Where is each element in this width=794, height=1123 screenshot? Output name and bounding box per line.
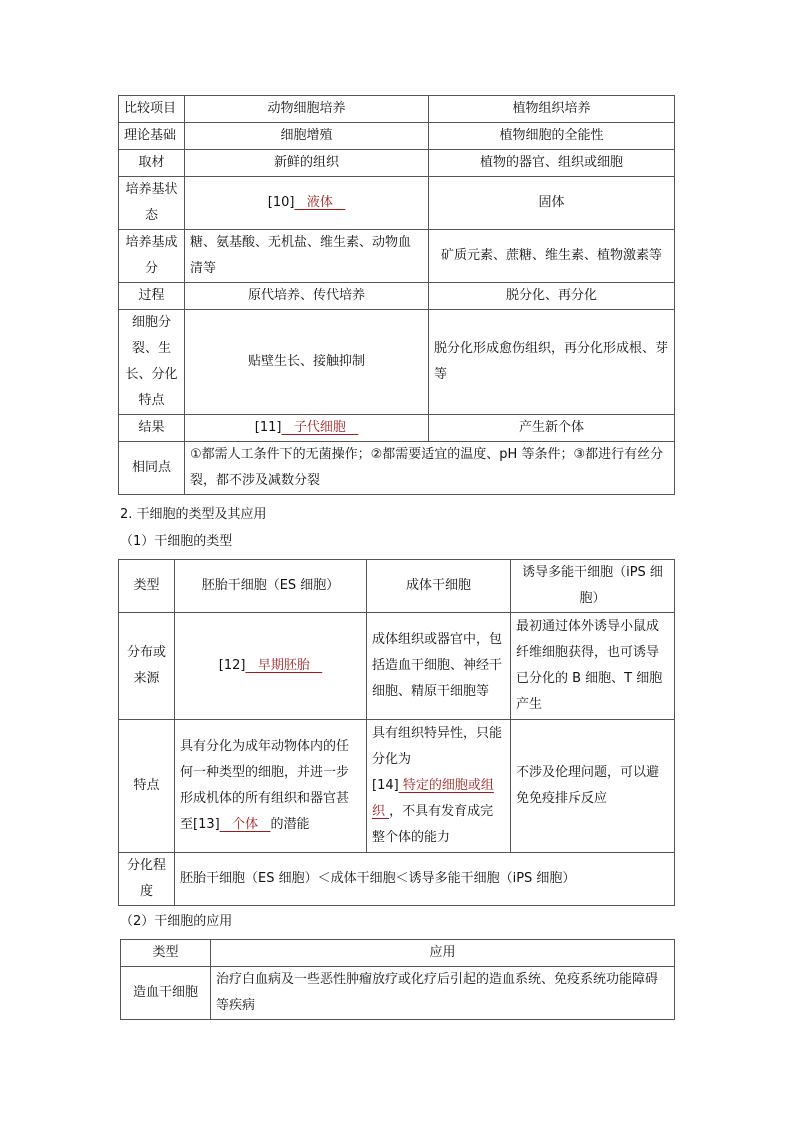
plant-cell: 产生新个体	[429, 415, 675, 442]
animal-cell: 原代培养、传代培养	[185, 283, 429, 310]
row-label: 细胞分裂、生长、分化特点	[119, 310, 185, 415]
row-label: 结果	[119, 415, 185, 442]
table-row	[119, 613, 675, 720]
row-label: 分布或来源	[119, 613, 175, 720]
table-row	[119, 853, 675, 906]
text-part: 的潜能	[270, 817, 310, 832]
blank-number: [11]	[254, 420, 282, 435]
subsection-title: （1）干细胞的类型	[120, 534, 233, 549]
answer-blank: 个体	[219, 817, 271, 832]
plant-cell: 固体	[429, 177, 675, 230]
table-row	[119, 283, 675, 310]
answer-blank: 子代细胞	[281, 420, 359, 435]
merged-cell: ①都需人工条件下的无菌操作；②都需要适宜的温度、pH 等条件；③都进行有丝分裂，都不涉及减数分裂	[185, 442, 675, 495]
header-cell: 诱导多能干细胞（iPS 细胞）	[511, 560, 675, 613]
plant-cell: 脱分化形成愈伤组织，再分化形成根、芽等	[429, 310, 675, 415]
adult-cell: 成体组织或器官中，包括造血干细胞、神经干细胞、精原干细胞等	[367, 613, 511, 720]
blank-number: [12]	[218, 658, 246, 673]
animal-cell: 细胞增殖	[185, 123, 429, 150]
row-label: 特点	[119, 720, 175, 853]
animal-cell: 贴壁生长、接触抑制	[185, 310, 429, 415]
row-label: 理论基础	[119, 123, 185, 150]
es-cell	[175, 613, 367, 720]
plant-cell: 植物的器官、组织或细胞	[429, 150, 675, 177]
stem-cell-application-table	[120, 939, 675, 1020]
text-part: 具有组织特异性，只能分化为	[372, 726, 503, 767]
table-row	[119, 123, 675, 150]
merged-cell: 胚胎干细胞（ES 细胞）＜成体干细胞＜诱导多能干细胞（iPS 细胞）	[175, 853, 675, 906]
table-header-row	[119, 96, 675, 123]
header-cell: 比较项目	[119, 96, 185, 123]
application-cell: 治疗白血病及一些恶性肿瘤放疗或化疗后引起的造血系统、免疫系统功能障碍等疾病	[211, 967, 675, 1020]
section-title: 2. 干细胞的类型及其应用	[120, 507, 267, 522]
table-header-row	[121, 940, 675, 967]
header-cell: 成体干细胞	[367, 560, 511, 613]
table-row	[119, 442, 675, 495]
header-cell: 植物组织培养	[429, 96, 675, 123]
text-part: ，不具有发育成完整个体的能力	[372, 804, 494, 845]
header-cell: 应用	[211, 940, 675, 967]
table-row	[119, 310, 675, 415]
adult-cell	[367, 720, 511, 853]
table-header-row	[119, 560, 675, 613]
header-cell: 类型	[121, 940, 211, 967]
table-row	[121, 967, 675, 1020]
animal-cell: 糖、氨基酸、无机盐、维生素、动物血清等	[185, 230, 429, 283]
header-cell: 动物细胞培养	[185, 96, 429, 123]
plant-cell: 脱分化、再分化	[429, 283, 675, 310]
blank-number: [14]	[372, 778, 399, 793]
row-label: 培养基状态	[119, 177, 185, 230]
table-row	[119, 177, 675, 230]
plant-cell: 植物细胞的全能性	[429, 123, 675, 150]
answer-blank: 早期胚胎	[245, 658, 323, 673]
row-label: 取材	[119, 150, 185, 177]
row-label: 分化程度	[119, 853, 175, 906]
ips-cell: 最初通过体外诱导小鼠成纤维细胞获得，也可诱导已分化的 B 细胞、T 细胞产生	[511, 613, 675, 720]
animal-cell: 新鲜的组织	[185, 150, 429, 177]
answer-blank: 液体	[294, 195, 346, 210]
row-label: 过程	[119, 283, 185, 310]
blank-number: [13]	[193, 817, 220, 832]
subsection-title: （2）干细胞的应用	[120, 914, 233, 929]
row-label: 造血干细胞	[121, 967, 211, 1020]
animal-cell	[185, 177, 429, 230]
table-row	[119, 230, 675, 283]
plant-cell: 矿质元素、蔗糖、维生素、植物激素等	[429, 230, 675, 283]
answer-blank: 特定的细胞或组织	[372, 778, 494, 819]
table-row	[119, 720, 675, 853]
es-cell	[175, 720, 367, 853]
table-row	[119, 415, 675, 442]
row-label: 培养基成分	[119, 230, 185, 283]
comparison-table	[118, 95, 675, 495]
row-label: 相同点	[119, 442, 185, 495]
table-row	[119, 150, 675, 177]
header-cell: 胚胎干细胞（ES 细胞）	[175, 560, 367, 613]
header-cell: 类型	[119, 560, 175, 613]
animal-cell	[185, 415, 429, 442]
stem-cell-types-table	[118, 559, 675, 906]
ips-cell: 不涉及伦理问题，可以避免免疫排斥反应	[511, 720, 675, 853]
blank-number: [10]	[267, 195, 295, 210]
text-part: 具有分化为成年动物体内的任何一种类型的细胞，并进一步形成机体的所有组织和器官甚至	[180, 739, 350, 832]
